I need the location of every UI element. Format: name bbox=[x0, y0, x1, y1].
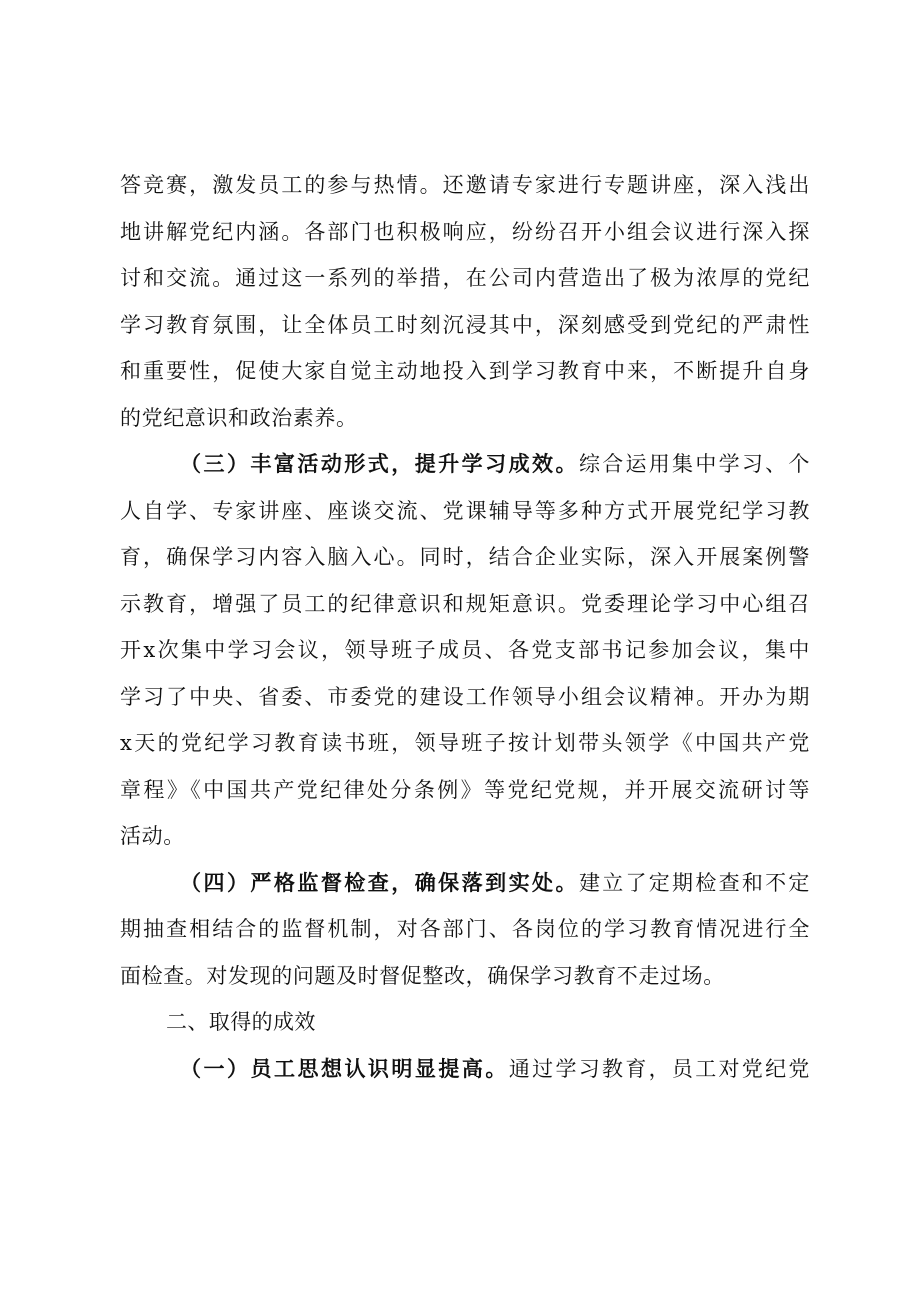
paragraph-5-first-rest: 通过学习教育，员工对党纪党 bbox=[508, 1056, 810, 1081]
paragraph-line: 人自学、专家讲座、座谈交流、党课辅导等多种方式开展党纪学习教 bbox=[120, 498, 810, 523]
paragraph-4-first-rest: 建立了定期检查和不定 bbox=[578, 870, 810, 895]
paragraph-line: 地讲解党纪内涵。各部门也积极响应，纷纷召开小组会议进行深入探 bbox=[120, 219, 810, 244]
paragraph-5-first-line bbox=[120, 1046, 810, 1093]
paragraph-line: 学习教育氛围，让全体员工时刻沉浸其中，深刻感受到党纪的严肃性 bbox=[120, 312, 810, 337]
paragraph-line: 活动。 bbox=[120, 824, 185, 848]
paragraph-4-lead: （四）严格监督检查，确保落到实处。 bbox=[180, 870, 579, 895]
paragraph-line: 答竞赛，激发员工的参与热情。还邀请专家进行专题讲座，深入浅出 bbox=[120, 173, 810, 197]
paragraph-4-first-line bbox=[120, 860, 810, 907]
paragraph-3-lead: （三）丰富活动形式，提升学习成效。 bbox=[180, 452, 579, 476]
paragraph-line: 期抽查相结合的监督机制，对各部门、各岗位的学习教育情况进行全 bbox=[120, 917, 810, 941]
paragraph-3-first-rest: 综合运用集中学习、个 bbox=[578, 452, 810, 476]
paragraph-line: x天的党纪学习教育读书班，领导班子按计划带头领学《中国共产党 bbox=[120, 731, 810, 755]
section-heading: 二、取得的成效 bbox=[166, 1010, 316, 1034]
paragraph-line: 章程》《中国共产党纪律处分条例》等党纪党规，并开展交流研讨等 bbox=[120, 777, 810, 802]
paragraph-line: 开x次集中学习会议，领导班子成员、各党支部书记参加会议，集中 bbox=[120, 638, 810, 662]
paragraph-line: 讨和交流。通过这一系列的举措，在公司内营造出了极为浓厚的党纪 bbox=[120, 266, 810, 290]
paragraph-line: 学习了中央、省委、市委党的建设工作领导小组会议精神。开办为期 bbox=[120, 684, 810, 709]
paragraph-line: 的党纪意识和政治素养。 bbox=[120, 405, 358, 430]
paragraph-line: 示教育，增强了员工的纪律意识和规矩意识。党委理论学习中心组召 bbox=[120, 591, 810, 616]
document-body bbox=[120, 162, 810, 1092]
paragraph-5-lead: （一）员工思想认识明显提高。 bbox=[180, 1056, 509, 1081]
paragraph-line: 面检查。对发现的问题及时督促整改，确保学习教育不走过场。 bbox=[120, 963, 725, 988]
paragraph-3-first-line bbox=[120, 441, 810, 488]
paragraph-line: 育，确保学习内容入脑入心。同时，结合企业实际，深入开展案例警 bbox=[120, 545, 810, 569]
paragraph-line: 和重要性，促使大家自觉主动地投入到学习教育中来，不断提升自身 bbox=[120, 359, 810, 383]
